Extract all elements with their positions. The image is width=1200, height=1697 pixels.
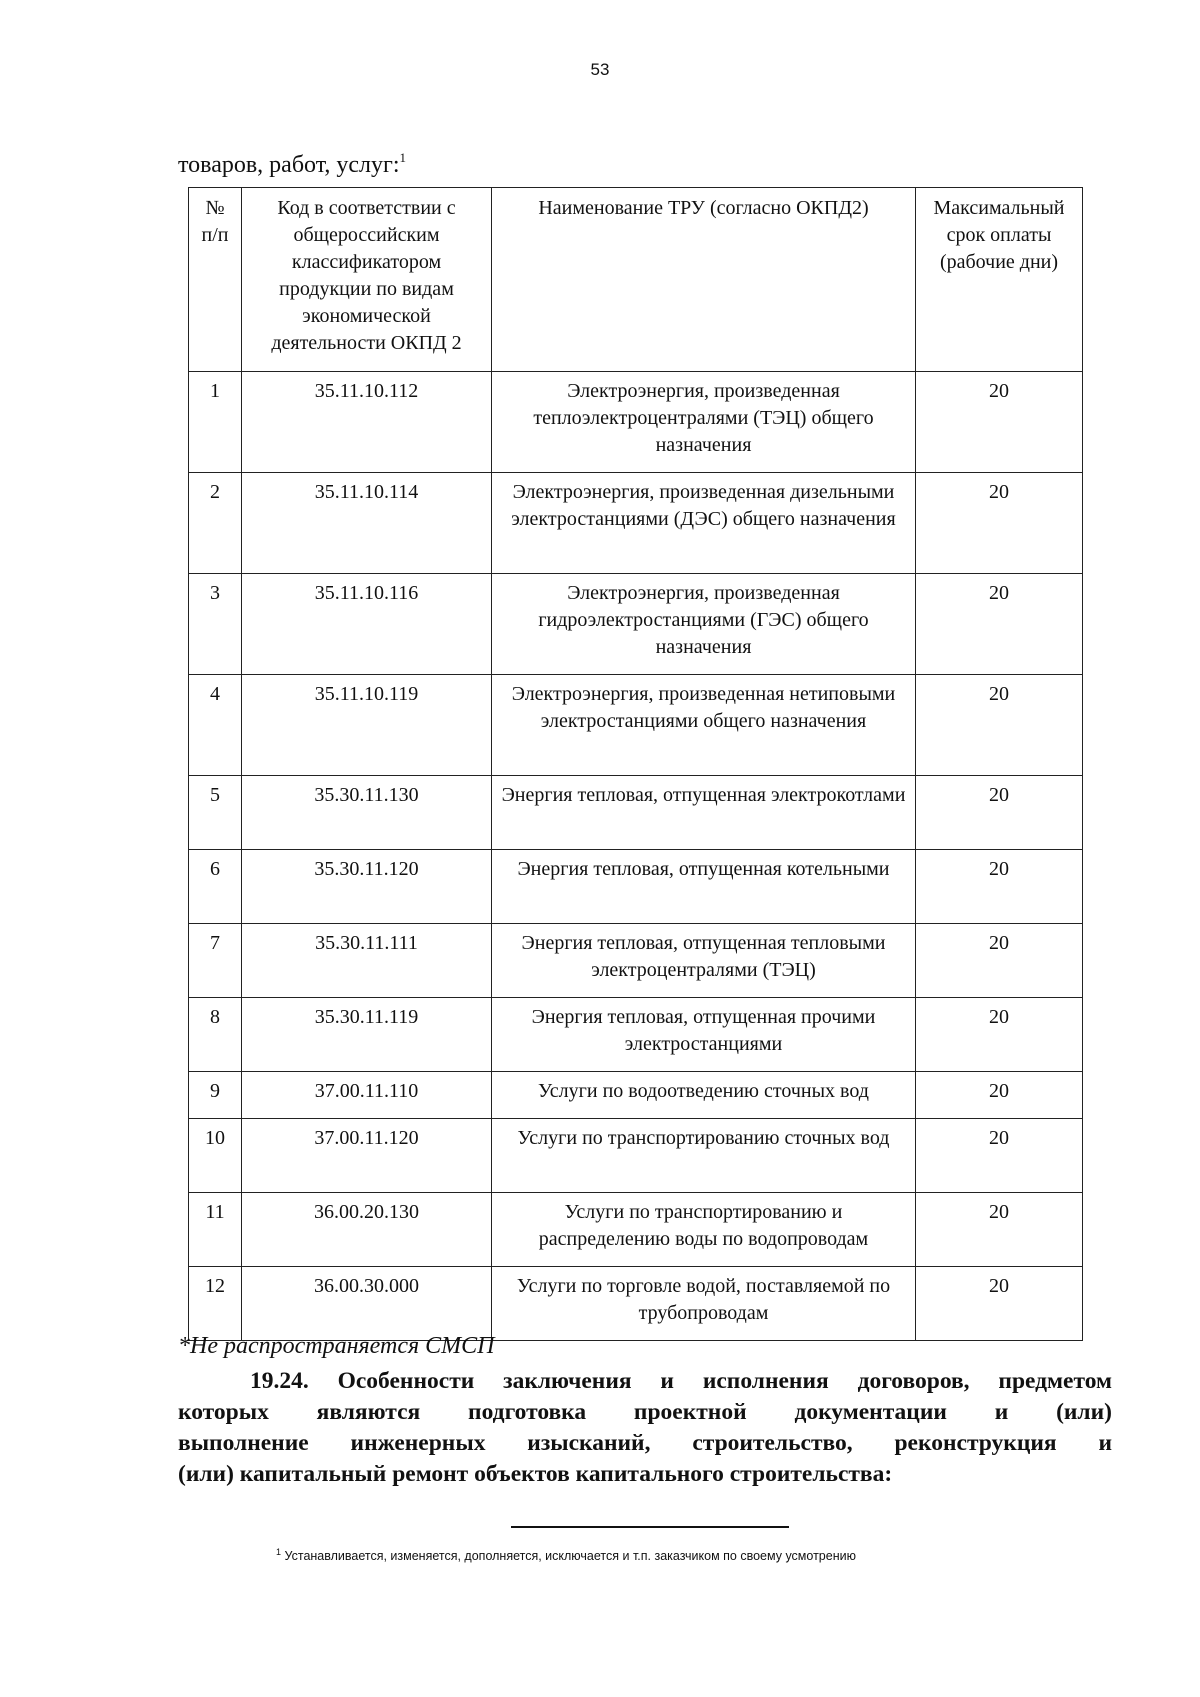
table-row [189,473,1083,574]
row-name: Электроэнергия, произведенная теплоэлектроцентралями (ТЭЦ) общего назначения [492,372,916,473]
row-code: 35.30.11.119 [242,998,492,1072]
table-row [189,850,1083,924]
row-name: Энергия тепловая, отпущенная котельными [492,850,916,924]
header-tru-name: Наименование ТРУ (согласно ОКПД2) [492,188,916,372]
table-row [189,924,1083,998]
row-code: 35.30.11.120 [242,850,492,924]
row-number: 12 [189,1267,242,1341]
footnote-reference: 1 [399,150,407,165]
row-term: 20 [916,1267,1083,1341]
row-name: Энергия тепловая, отпущенная электрокотлами [492,776,916,850]
table-row [189,1072,1083,1119]
row-name: Услуги по торговле водой, поставляемой по трубопроводам [492,1267,916,1341]
footnote [276,1549,856,1563]
row-number: 11 [189,1193,242,1267]
section-heading-line: (или) капитальный ремонт объектов капитального строительства: [178,1461,893,1487]
row-code: 37.00.11.120 [242,1119,492,1193]
tru-payment-terms-table [188,187,1083,1341]
row-name: Услуги по транспортированию и распределению воды по водопроводам [492,1193,916,1267]
row-code: 37.00.11.110 [242,1072,492,1119]
row-number: 8 [189,998,242,1072]
smsp-note: *Не распространяется СМСП [178,1333,495,1359]
row-term: 20 [916,574,1083,675]
row-code: 35.11.10.114 [242,473,492,574]
row-term: 20 [916,850,1083,924]
row-term: 20 [916,998,1083,1072]
row-code: 36.00.20.130 [242,1193,492,1267]
footnote-text: Устанавливается, изменяется, дополняется, исключается и т.п. заказчиком по своему усмотрению [284,1549,856,1563]
row-code: 35.30.11.111 [242,924,492,998]
row-code: 35.11.10.112 [242,372,492,473]
row-code: 35.11.10.116 [242,574,492,675]
row-number: 10 [189,1119,242,1193]
table-intro [178,152,406,179]
footnote-separator [511,1526,789,1528]
header-payment-term: Максимальный срок оплаты (рабочие дни) [916,188,1083,372]
section-heading-line: выполнение инженерных изысканий, строительство, реконструкция и [178,1430,1112,1456]
table-row [189,1119,1083,1193]
row-number: 4 [189,675,242,776]
row-name: Энергия тепловая, отпущенная прочими электростанциями [492,998,916,1072]
row-name: Энергия тепловая, отпущенная тепловыми электроцентралями (ТЭЦ) [492,924,916,998]
row-number: 5 [189,776,242,850]
table-row [189,372,1083,473]
row-number: 3 [189,574,242,675]
row-number: 7 [189,924,242,998]
row-term: 20 [916,1119,1083,1193]
row-number: 2 [189,473,242,574]
footnote-mark: 1 [276,1547,282,1557]
row-name: Электроэнергия, произведенная гидроэлектростанциями (ГЭС) общего назначения [492,574,916,675]
page-number: 53 [590,60,610,79]
row-code: 36.00.30.000 [242,1267,492,1341]
row-code: 35.30.11.130 [242,776,492,850]
table-row [189,675,1083,776]
header-number: № п/п [189,188,242,372]
row-term: 20 [916,924,1083,998]
section-heading-line: 19.24. Особенности заключения и исполнения договоров, предметом [250,1368,1112,1394]
row-name: Электроэнергия, произведенная дизельными электростанциями (ДЭС) общего назначения [492,473,916,574]
row-number: 9 [189,1072,242,1119]
row-term: 20 [916,372,1083,473]
table-row [189,998,1083,1072]
table-row [189,776,1083,850]
table-row [189,1267,1083,1341]
row-number: 6 [189,850,242,924]
table-header-row [189,188,1083,372]
row-term: 20 [916,1072,1083,1119]
section-19-24-heading [178,1366,1112,1490]
row-name: Услуги по транспортированию сточных вод [492,1119,916,1193]
row-code: 35.11.10.119 [242,675,492,776]
row-number: 1 [189,372,242,473]
table-row [189,574,1083,675]
row-term: 20 [916,473,1083,574]
row-term: 20 [916,776,1083,850]
header-okpd2-code: Код в соответствии с общероссийским классификатором продукции по видам экономической деятельности ОКПД 2 [242,188,492,372]
section-heading-line: которых являются подготовка проектной документации и (или) [178,1399,1112,1425]
table-row [189,1193,1083,1267]
row-term: 20 [916,675,1083,776]
table-intro-text: товаров, работ, услуг: [178,152,400,178]
row-name: Услуги по водоотведению сточных вод [492,1072,916,1119]
row-name: Электроэнергия, произведенная нетиповыми электростанциями общего назначения [492,675,916,776]
row-term: 20 [916,1193,1083,1267]
